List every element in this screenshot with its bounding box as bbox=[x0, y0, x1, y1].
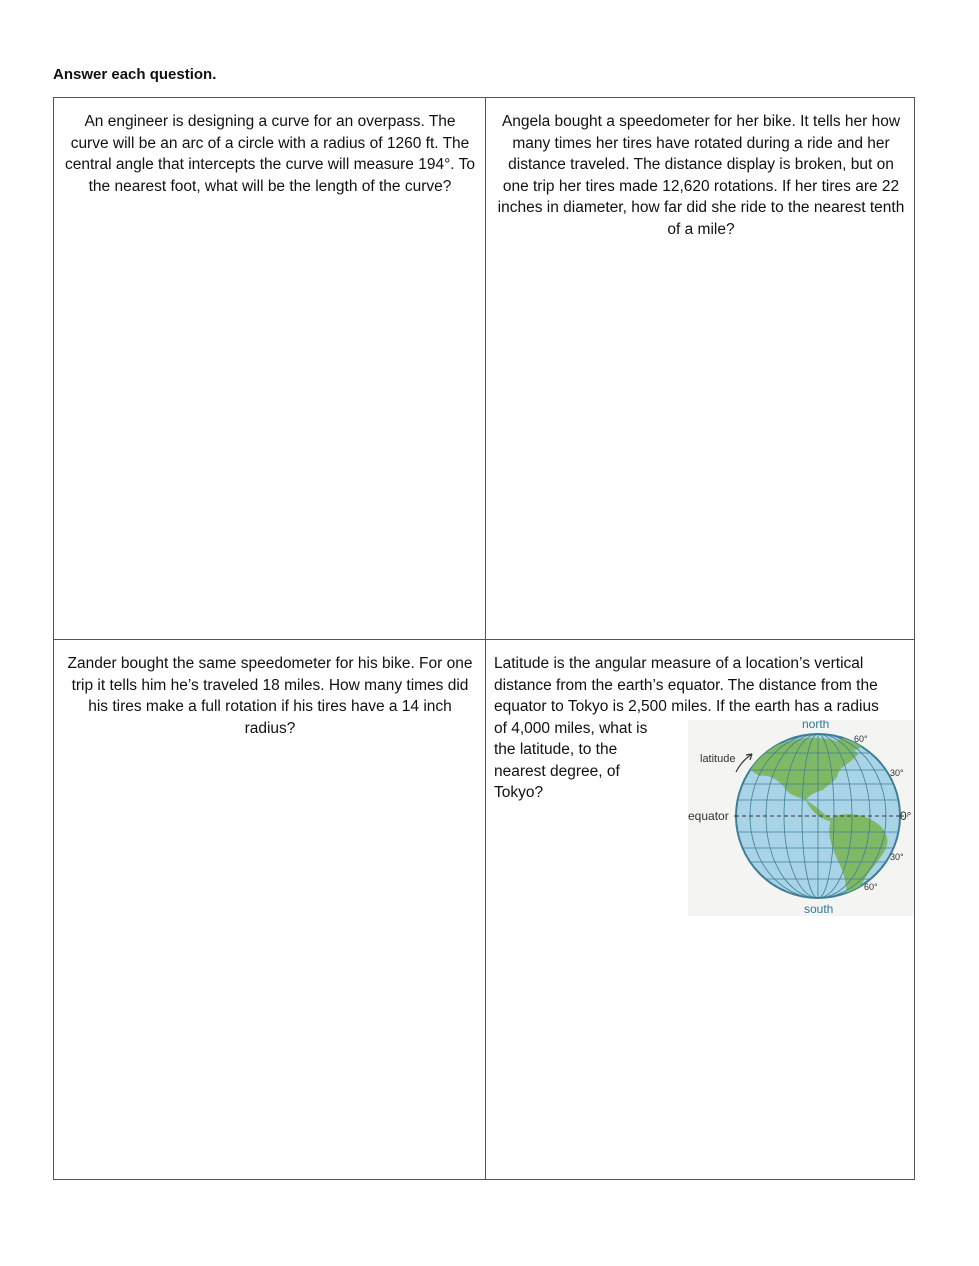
label-60n: 60° bbox=[854, 734, 868, 744]
label-30n: 30° bbox=[890, 768, 904, 778]
question-4-rest: of 4,000 miles, what is the latitude, to the nearest degree, of Tokyo? bbox=[494, 719, 648, 801]
question-4-intro: Latitude is the angular measure of a location’s vertical distance from the earth’s equator. The distance from the equator to Tokyo is 2,500 miles. If the earth has a radius bbox=[494, 655, 879, 715]
label-latitude: latitude bbox=[700, 753, 736, 765]
globe-figure bbox=[688, 720, 914, 916]
grid-divider-horizontal bbox=[54, 639, 914, 640]
question-2: Angela bought a speedometer for her bike. It tells her how many times her tires have rotated during a ride and her distance traveled. The distance display is broken, but on one trip her tires made 12,620 rotations. If her tires are 22 inches in diameter, how far did she ride to the nearest tenth of a mile? bbox=[497, 113, 905, 238]
label-equator: equator bbox=[688, 809, 729, 823]
question-1: An engineer is designing a curve for an overpass. The curve will be an arc of a circle with a radius of 1260 ft. The central angle that intercepts the curve will measure 194°. To the nearest foot, what will be the length of the curve? bbox=[65, 113, 475, 195]
label-30s: 30° bbox=[890, 852, 904, 862]
instructions-heading: Answer each question. bbox=[53, 66, 217, 83]
label-60s: 60° bbox=[864, 882, 878, 892]
question-grid bbox=[53, 97, 915, 1180]
label-south: south bbox=[804, 902, 834, 916]
label-north: north bbox=[802, 720, 830, 731]
globe-svg bbox=[688, 720, 914, 916]
label-0: 0° bbox=[900, 809, 912, 823]
question-3: Zander bought the same speedometer for his bike. For one trip it tells him he’s traveled 18 miles. How many times did his tires make a full rotation if his tires have a 14 inch radius? bbox=[67, 655, 473, 737]
